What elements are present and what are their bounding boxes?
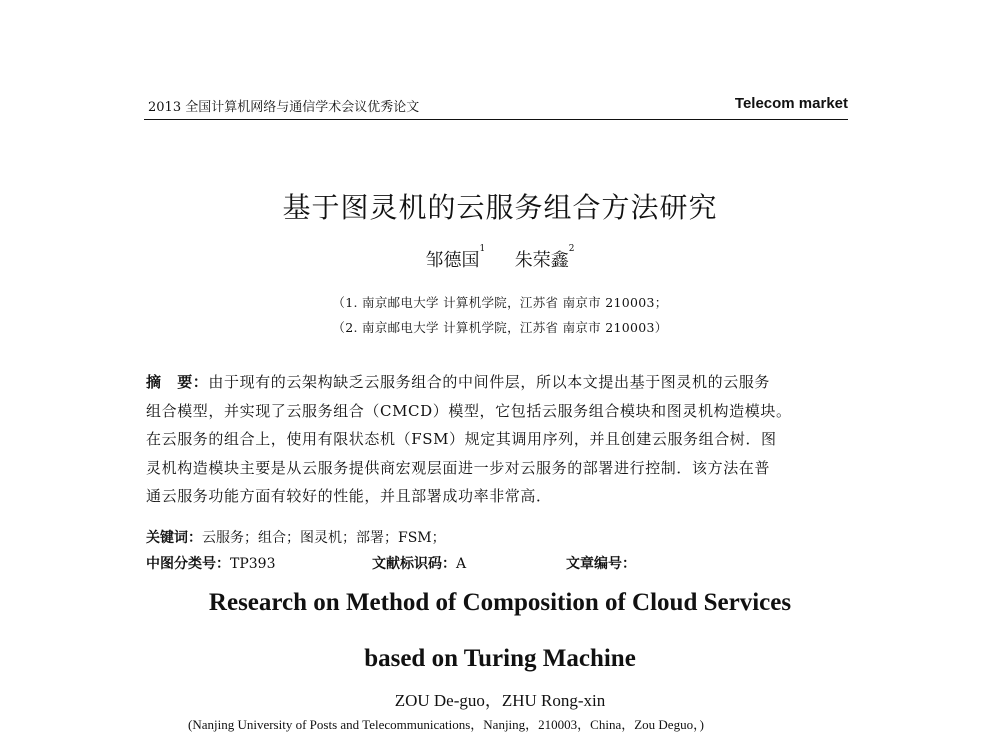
document-code — [372, 553, 466, 573]
clc-number — [146, 553, 275, 573]
abstract — [146, 368, 858, 511]
author-list-en: ZOU De-guo，ZHU Rong-xin — [394, 691, 606, 710]
header-rule — [144, 119, 848, 120]
classification-row — [146, 553, 846, 575]
author-name: 邹德国 — [425, 250, 480, 271]
author-list-cn — [0, 246, 1000, 272]
paper-title-cn: 基于图灵机的云服务组合方法研究 — [282, 191, 718, 224]
abstract-label: 摘 要： — [146, 373, 209, 391]
abstract-line: 灵机构造模块主要是从云服务提供商宏观层面进一步对云服务的部署进行控制．该方法在普 — [146, 458, 771, 477]
author-name: 朱荣鑫 — [514, 250, 569, 271]
author-affil-mark: 1 — [479, 244, 486, 254]
keywords-value: 云服务；组合；图灵机；部署；FSM； — [202, 530, 446, 546]
clc-label: 中图分类号： — [146, 556, 230, 572]
journal-name: Telecom market — [734, 95, 848, 112]
abstract-line: 组合模型，并实现了云服务组合（CMCD）模型，它包括云服务组合模块和图灵机构造模块。 — [146, 401, 792, 420]
author-affil-mark: 2 — [568, 244, 575, 254]
abstract-line: 在云服务的组合上，使用有限状态机（FSM）规定其调用序列，并且创建云服务组合树．图 — [146, 430, 777, 448]
article-number — [566, 553, 636, 573]
clc-value: TP393 — [230, 556, 276, 572]
paper-title-en-line-1: Research on Method of Composition of Cloud Services — [208, 589, 792, 616]
keywords — [146, 527, 446, 547]
abstract-text: 由于现有的云架构缺乏云服务组合的中间件层，所以本文提出基于图灵机的云服务 — [208, 373, 771, 391]
affiliation-2: （2. 南京邮电大学 计算机学院，江苏省 南京市 210003） — [332, 320, 668, 335]
keywords-label: 关键词： — [146, 530, 202, 546]
conference-name: 2013 全国计算机网络与通信学术会议优秀论文 — [148, 100, 420, 115]
paper-title-en-line-2: based on Turing Machine — [364, 645, 636, 672]
doc-code-label: 文献标识码： — [372, 556, 456, 572]
article-number-label: 文章编号： — [566, 556, 636, 572]
doc-code-value: A — [456, 556, 467, 572]
abstract-line — [146, 368, 858, 397]
abstract-line: 通云服务功能方面有较好的性能，并且部署成功率非常高． — [146, 487, 552, 505]
running-header — [148, 96, 848, 118]
affiliation-en: (Nanjing University of Posts and Telecommunications，Nanjing，210003，China，Zou Deguo，) — [188, 717, 704, 732]
affiliation-1: （1. 南京邮电大学 计算机学院，江苏省 南京市 210003； — [332, 295, 668, 310]
